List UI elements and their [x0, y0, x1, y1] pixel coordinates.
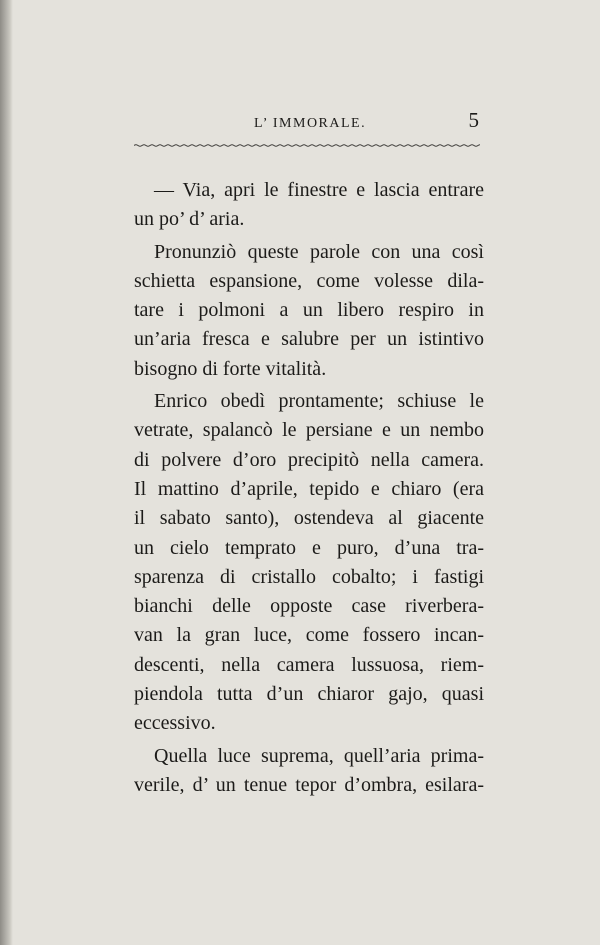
- paragraph: [134, 742, 484, 801]
- ornamental-rule: [134, 144, 480, 147]
- page-header: [134, 108, 484, 148]
- text-line: Pronunziò queste parole con una così: [154, 240, 484, 263]
- text-line: vetrate, spalancò le persiane e un nembo: [134, 419, 484, 442]
- text-line: sparenza di cristallo cobalto; i fastigi: [134, 565, 484, 588]
- text-line: di polvere d’oro precipitò nella camera.: [134, 448, 484, 471]
- paragraph: [134, 238, 484, 384]
- page-gutter-shadow: [0, 0, 13, 945]
- text-line: eccessivo.: [134, 712, 216, 735]
- text-line: piendola tutta d’un chiaror gajo, quasi: [134, 683, 484, 706]
- paragraph: [134, 387, 484, 739]
- text-line: bianchi delle opposte case riverbera-: [134, 595, 484, 618]
- paragraph: [134, 176, 484, 235]
- page-number: 5: [468, 108, 479, 132]
- text-line: verile, d’ un tenue tepor d’ombra, esilara-: [134, 773, 484, 796]
- text-line: schietta espansione, come volesse dila-: [134, 269, 484, 292]
- text-line: Enrico obedì prontamente; schiuse le: [154, 390, 484, 413]
- body-text: [134, 176, 484, 800]
- text-line: Il mattino d’aprile, tepido e chiaro (era: [134, 477, 484, 500]
- text-line: van la gran luce, come fossero incan-: [134, 624, 484, 647]
- text-line: un’aria fresca e salubre per un istintivo: [134, 328, 484, 351]
- text-line: — Via, apri le finestre e lascia entrare: [154, 179, 484, 201]
- text-line: descenti, nella camera lussuosa, riem-: [134, 653, 484, 676]
- text-line: il sabato santo), ostendeva al giacente: [134, 507, 484, 530]
- running-title: L’ IMMORALE.: [254, 116, 367, 131]
- text-line: tare i polmoni a un libero respiro in: [134, 299, 484, 322]
- text-line: bisogno di forte vitalità.: [134, 357, 327, 380]
- text-line: un po’ d’ aria.: [134, 208, 245, 231]
- text-line: un cielo temprato e puro, d’una tra-: [134, 536, 484, 559]
- text-line: Quella luce suprema, quell’aria prima-: [154, 744, 484, 767]
